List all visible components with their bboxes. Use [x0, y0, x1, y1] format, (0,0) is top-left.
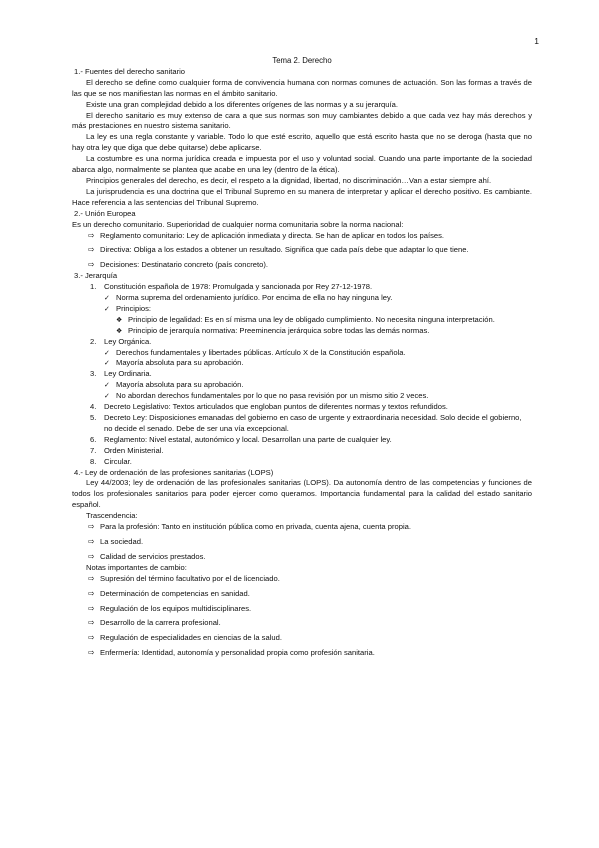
paragraph: La costumbre es una norma jurídica creada e impuesta por el uso y voluntad social. Cuando una parte importante de la sociedad abarca algo, normalmente se plantea que acabe en una ley (dentro de la ética).	[72, 154, 532, 175]
arrow-icon: ⇨	[88, 551, 95, 561]
page-number: 1	[534, 36, 539, 46]
list-item: ⇨ Supresión del término facultativo por el de licenciado.	[88, 573, 280, 583]
list-item: ⇨ La sociedad.	[88, 536, 144, 546]
notas-label: Notas importantes de cambio:	[86, 562, 187, 572]
section-4-heading: 4.- Ley de ordenación de las profesiones sanitarias (LOPS)	[74, 467, 274, 477]
arrow-icon: ⇨	[88, 573, 95, 583]
list-item: ✓ Mayoría absoluta para su aprobación.	[104, 358, 244, 368]
arrow-icon: ⇨	[88, 603, 95, 613]
list-item: ❖ Principio de legalidad: Es en sí misma una ley de obligado cumplimiento. No necesita ninguna interpretación.	[116, 314, 495, 324]
section-2-heading: 2.- Unión Europea	[74, 208, 136, 218]
list-item: ⇨ Determinación de competencias en sanidad.	[88, 588, 250, 598]
section-3-heading: 3.- Jerarquía	[74, 271, 118, 281]
list-item: 7. Orden Ministerial.	[90, 445, 164, 455]
arrow-icon: ⇨	[88, 633, 95, 643]
paragraph: El derecho sanitario es muy extenso de cara a que sus normas son muy cambiantes debido a que cada vez hay más derechos y más prestaciones en nuestro sistema sanitario.	[72, 110, 532, 131]
list-item: ⇨ Para la profesión: Tanto en institución pública como en privada, cuenta ajena, cuenta propia.	[88, 522, 411, 532]
check-icon: ✓	[104, 348, 110, 357]
list-item: 2. Ley Orgánica.	[90, 336, 152, 346]
paragraph: El derecho se define como cualquier forma de convivencia humana con normas comunes de actuación. Son las formas a través de las que se nos manifiestan las normas en el ámbito sanitario.	[72, 77, 532, 98]
list-item: ✓ Principios:	[104, 303, 152, 313]
list-item: 1. Constitución española de 1978: Promulgada y sancionada por Rey 27-12-1978.	[90, 282, 373, 292]
arrow-icon: ⇨	[88, 536, 95, 546]
check-icon: ✓	[104, 359, 110, 368]
list-item: ⇨ Regulación de especialidades en ciencias de la salud.	[88, 633, 282, 643]
list-item: 5. Decreto Ley: Disposiciones emanadas del gobierno en caso de urgente y extraordinaria necesidad. Solo decide el gobierno, no decide el senado. Debe de ser una vía excepcional.	[90, 413, 522, 433]
section-1-heading: 1.- Fuentes del derecho sanitario	[74, 66, 186, 76]
diamond-icon: ❖	[116, 326, 123, 335]
list-item: ⇨ Enfermería: Identidad, autonomía y personalidad propia como profesión sanitaria.	[88, 648, 375, 658]
check-icon: ✓	[104, 381, 110, 390]
document-title: Tema 2. Derecho	[272, 56, 332, 65]
arrow-icon: ⇨	[88, 618, 95, 628]
list-item: ⇨ Regulación de los equipos multidisciplinares.	[88, 603, 252, 613]
paragraph: Es un derecho comunitario. Superioridad de cualquier norma comunitaria sobre la norma nacional:	[72, 219, 404, 229]
check-icon: ✓	[104, 392, 110, 401]
list-item: 4. Decreto Legislativo: Textos articulados que engloban puntos de diferentes normas y textos refundidos.	[90, 402, 448, 412]
list-item: ⇨ Calidad de servicios prestados.	[88, 551, 206, 561]
list-item: ⇨ Decisiones: Destinatario concreto (país concreto).	[88, 260, 268, 270]
arrow-icon: ⇨	[88, 588, 95, 598]
arrow-icon: ⇨	[88, 648, 95, 658]
list-item: ❖ Principio de jerarquía normativa: Preeminencia jerárquica sobre todas las demás normas.	[116, 325, 430, 335]
list-item: 3. Ley Ordinaria.	[90, 369, 152, 379]
list-item: ✓ Derechos fundamentales y libertades públicas. Artículo X de la Constitución española.	[104, 347, 406, 357]
list-item: ✓ No abordan derechos fundamentales por lo que no pasa revisión por un mismo sitio 2 veces.	[104, 391, 429, 401]
list-item: ⇨ Directiva: Obliga a los estados a obtener un resultado. Significa que cada país debe que adaptar lo que tiene.	[88, 245, 469, 255]
diamond-icon: ❖	[116, 315, 123, 324]
trascendencia-label: Trascendencia:	[86, 511, 138, 521]
arrow-icon: ⇨	[88, 245, 95, 255]
check-icon: ✓	[104, 294, 110, 303]
list-item: 8. Circular.	[90, 456, 132, 466]
paragraph: Ley 44/2003; ley de ordenación de las profesionales sanitarias (LOPS). Da autonomía dentro de las competencias y funciones de todos los profesionales sanitarios para poder ejercer como queramos. Importancia fundamental para la calidad del estado sanitario español.	[72, 478, 532, 510]
list-item: ⇨ Reglamento comunitario: Ley de aplicación inmediata y directa. Se han de aplicar en todos los países.	[88, 230, 445, 240]
paragraph: Existe una gran complejidad debido a los diferentes orígenes de las normas y a su jerarquía.	[86, 99, 398, 109]
arrow-icon: ⇨	[88, 230, 95, 240]
list-item: ✓ Mayoría absoluta para su aprobación.	[104, 380, 244, 390]
check-icon: ✓	[104, 304, 110, 313]
arrow-icon: ⇨	[88, 522, 95, 532]
list-item: ✓ Norma suprema del ordenamiento jurídico. Por encima de ella no hay ninguna ley.	[104, 293, 393, 303]
paragraph: La ley es una regla constante y variable. Todo lo que esté escrito, aquello que está escrito hasta que no se deroga (hasta que no hay otra ley que diga que debe quitarse) debe aplicarse.	[72, 132, 532, 153]
list-item: ⇨ Desarrollo de la carrera profesional.	[88, 618, 221, 628]
list-item: 6. Reglamento: Nivel estatal, autonómico y local. Desarrollan una parte de cualquier ley.	[90, 434, 392, 444]
paragraph: Principios generales del derecho, es decir, el respeto a la dignidad, libertad, no discriminación…Van a estar siempre ahí.	[86, 175, 492, 185]
arrow-icon: ⇨	[88, 260, 95, 270]
paragraph: La jurisprudencia es una doctrina que el Tribunal Supremo en su manera de interpretar y aplicar el derecho positivo. Es cambiante. Hace referencia a las sentencias del Tribunal Supremo.	[72, 186, 532, 207]
document-body	[72, 56, 532, 659]
